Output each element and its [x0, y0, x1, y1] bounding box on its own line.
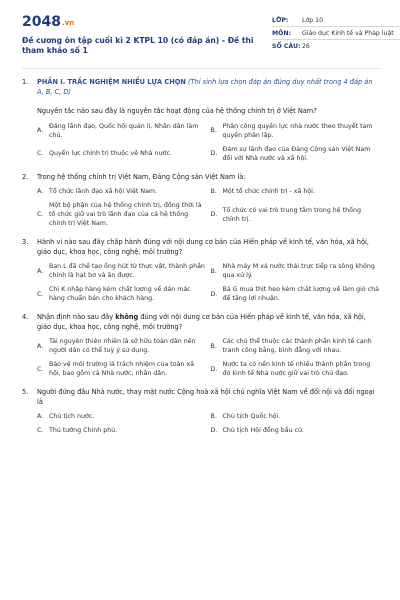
question-text: 2. Trong hệ thống chính trị Việt Nam, Đảng Cộng sản Việt Nam là: — [22, 172, 246, 181]
option-b[interactable]: B. Một tổ chức chính trị - xã hội. — [210, 188, 315, 195]
option-c[interactable]: C. Bảo vệ môi trường là trách nhiệm của toàn xã hội, bao gồm cả Nhà nước, nhân dân. — [37, 361, 195, 377]
option-a[interactable]: A. Tài nguyên thiên nhiên là sở hữu toàn dân nên người dân có thể tuỳ ý sử dụng. — [37, 338, 196, 354]
options — [22, 187, 380, 228]
options — [22, 262, 380, 303]
exam-content — [22, 78, 380, 440]
question-5 — [22, 388, 380, 435]
option-c[interactable]: C. Chị K nhập hàng kém chất lượng về dán mác hàng chuẩn bán cho khách hàng. — [37, 286, 191, 302]
option-c[interactable]: C. Thủ tướng Chính phủ. — [37, 427, 118, 434]
question-text: 3. Hành vi nào sau đây chấp hành đúng với nội dung cơ bản của Hiến pháp về kinh tế, văn hóa, xã hội, giáo dục, khoa học, công nghệ, môi trường? — [22, 238, 369, 256]
option-d[interactable]: D. Tổ chức có vai trò trung tâm trong hệ thống chính trị. — [210, 206, 361, 223]
question-3 — [22, 238, 380, 303]
question-4 — [22, 313, 380, 378]
question-1 — [22, 107, 380, 163]
option-d[interactable]: D. Đảm sự lãnh đạo của Đảng Cộng sản Việt Nam đối với Nhà nước và xã hội. — [210, 145, 371, 162]
section-note: (Thí sinh lựa chọn đáp án đúng duy nhất trong 4 đáp án A, B, C, D) — [37, 78, 373, 96]
option-d[interactable]: D. Chủ tịch Hội đồng bầu cử. — [210, 427, 305, 434]
meta-row-question-count: SỐ CÂU: 26 — [272, 42, 310, 50]
question-text: Nguyên tắc nào sau đây là nguyên tắc hoạt động của hệ thống chính trị ở Việt Nam? — [37, 107, 317, 115]
option-d[interactable]: D. Nước ta có nền kinh tế nhiều thành phần trong đó kinh tế Nhà nước giữ vai trò chủ đạo. — [210, 361, 371, 377]
option-b[interactable]: B. Các chủ thể thuộc các thành phần kinh tế cạnh tranh công bằng, bình đẳng với nhau. — [210, 338, 372, 354]
section-title: PHẦN I. TRẮC NGHIỆM NHIỀU LỰA CHỌN — [37, 78, 186, 86]
option-a[interactable]: A. Tổ chức lãnh đạo xã hội Việt Nam. — [37, 188, 158, 195]
option-d[interactable]: D. Bà G mua thịt heo kém chất lượng về làm giò chả để tăng lợi nhuận. — [210, 286, 379, 302]
option-b[interactable]: B. Phân công quyền lực nhà nước theo thuyết tam quyền phân lập. — [210, 122, 373, 139]
question-text: 4. Nhận định nào sau đây không đúng với nội dung cơ bản của Hiến pháp về kinh tế, văn hóa, xã hội, giáo dục, khoa học, công nghệ, môi trường? — [22, 313, 366, 331]
option-a[interactable]: A. Đảng lãnh đạo, Quốc hội quản lí, Nhân dân làm chủ. — [37, 122, 199, 139]
question-2 — [22, 173, 380, 229]
options — [22, 337, 380, 378]
option-b[interactable]: B. Chủ tịch Quốc hội. — [210, 413, 281, 420]
section-heading: 1. PHẦN I. TRẮC NGHIỆM NHIỀU LỰA CHỌN (Thí sinh lựa chọn đáp án đúng duy nhất trong 4 đáp án A, B, C, D) — [22, 78, 373, 96]
option-c[interactable]: C. Quyền lực chính trị thuộc về Nhà nước. — [37, 150, 172, 157]
option-a[interactable]: A. Chủ tịch nước. — [37, 413, 95, 420]
option-b[interactable]: B. Nhà máy M xả nước thải trực tiếp ra sông không qua xử lý. — [210, 263, 375, 279]
document-header — [22, 14, 394, 64]
document-title: Đề cương ôn tập cuối kì 2 KTPL 10 (có đáp án) - Đề thi tham khảo số 1 — [22, 36, 254, 55]
site-logo[interactable]: 2048.vn — [22, 14, 75, 30]
meta-row-subject: MÔN: Giáo dục Kinh tế và Pháp luật — [272, 27, 400, 40]
document-meta — [272, 14, 400, 52]
options — [22, 412, 380, 435]
meta-row-class: LỚP: Lớp 10 — [272, 14, 400, 27]
option-c[interactable]: C. Một bộ phận của hệ thống chính trị, đồng thời là tổ chức giữ vai trò lãnh đạo của cả hệ thống chính trị Việt Nam. — [37, 202, 202, 227]
header-divider — [22, 68, 380, 69]
option-a[interactable]: A. Bạn L đã chế tạo ống hút từ thực vật, thành phần chính là hạt bơ và ăn được. — [37, 263, 205, 279]
options — [22, 122, 380, 163]
question-text: 5. Người đứng đầu Nhà nước, thay mặt nước Cộng hoà xã hội chủ nghĩa Việt Nam về đối nội và đối ngoại là — [22, 388, 375, 406]
